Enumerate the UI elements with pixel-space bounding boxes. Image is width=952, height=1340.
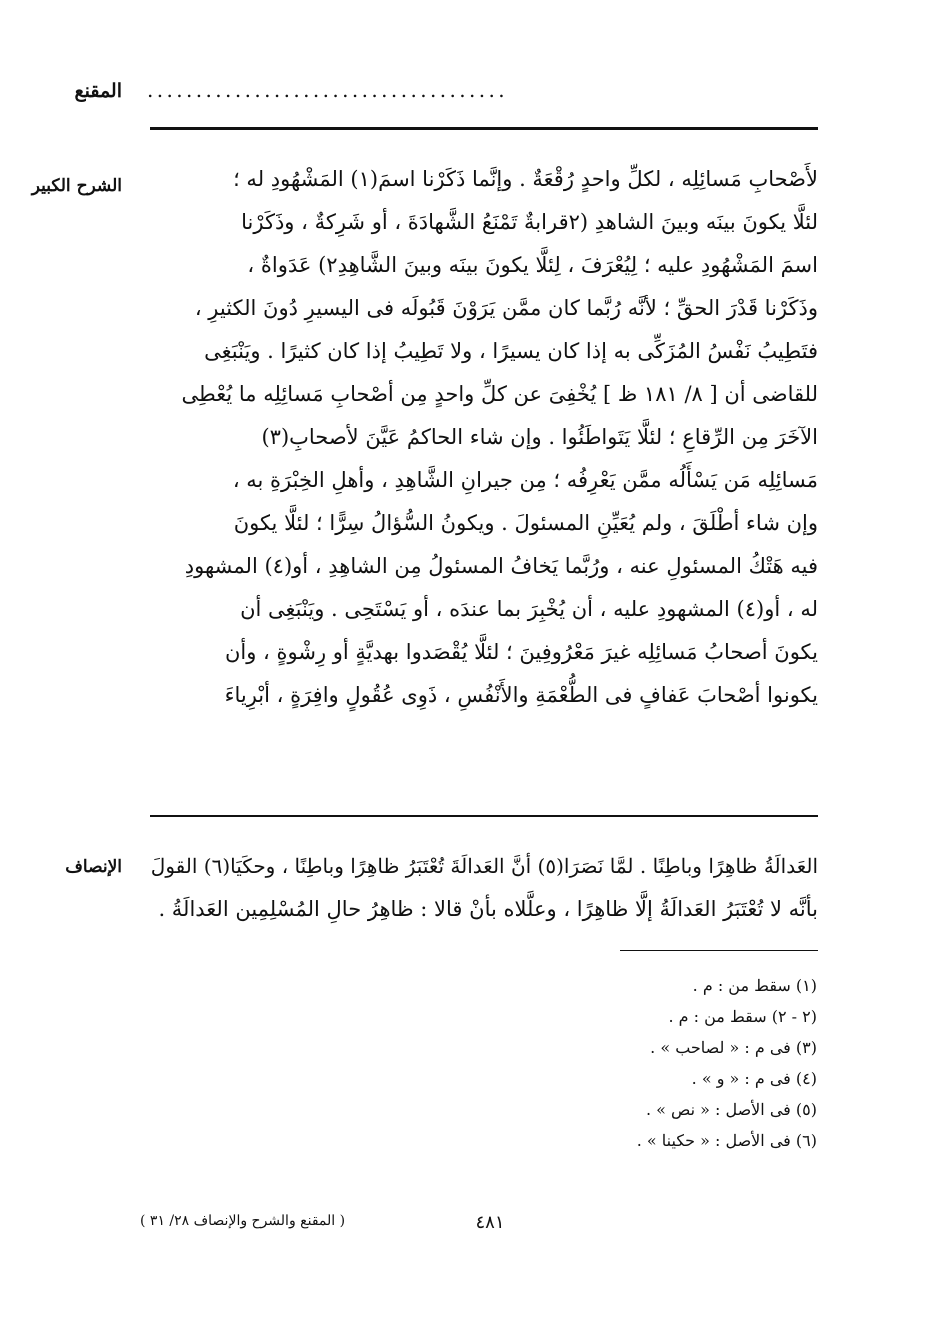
margin-label-insaf: الإنصاف [65,857,122,877]
footnote: (٢ - ٢) سقط من : م . [668,1007,817,1026]
text-line: وذَكَرْنا قَدْرَ الحقِّ ؛ لأنَّه رُبَّما كان ممَّن يَرَوْنَ قَبُولَه فى اليسيرِ دُونَ الكثيرِ ، [194,296,818,320]
text-line: العَدالَةُ ظاهِرًا وباطِنًا . لمَّا نَصَرَا(٥) أنَّ العَدالَةَ تُعْتَبَرُ ظاهِرًا وباطِنًا ، وحكَيَا(٦) القولَ [150,854,818,878]
header-dotted-leader: ..................................... [147,78,509,102]
text-line: الآخَرَ مِن الرِّقاعِ ؛ لئلَّا يَتَواطَئُوا . وإن شاء الحاكمُ عَيَّنَ لأصحابِ(٣) [261,425,818,449]
running-header-title: المقنع [74,80,122,102]
text-line: يكونَ أصحابُ مَسائِلِه غيرَ مَعْرُوفِينَ ؛ لئلَّا يُقْصَدوا بهديَّةٍ أو رِشْوةٍ ، وأن [224,640,818,664]
text-line: له ، أو(٤) المشهودِ عليه ، أن يُخْبِرَ بما عندَه ، أو يَسْتَحِى . ويَنْبَغِى أن [240,597,818,621]
book-reference: ( المقنع والشرح والإنصاف ٢٨/ ٣١ ) [140,1213,346,1229]
footnote: (٣) فى م : « لصاحب » . [650,1038,817,1057]
sharh-body [150,158,818,717]
footnote-rule [620,950,818,951]
text-line: للقاضى أن [ ٨/ ١٨١ ظ ] يُخْفِىَ عن كلِّ واحدٍ مِن أصْحابِ مَسائِلِه ما يُعْطِى [181,382,818,406]
text-line: فتَطِيبُ نَفْسُ المُزَكِّى به إذا كان يسيرًا ، ولا تَطِيبُ إذا كان كثيرًا . ويَنْبَغِى [204,339,818,363]
footnotes [517,970,817,1156]
footnote: (٥) فى الأصل : « نص » . [645,1100,817,1119]
text-line: لأَصْحابِ مَسائِلِه ، لكلِّ واحدٍ رُقْعَةٌ . وإنَّما ذَكَرْنا اسمَ(١) المَشْهُودِ له ؛ [233,167,818,191]
insaf-body [150,845,818,931]
footnote: (٦) فى الأصل : « حكينا » . [636,1131,817,1150]
section-divider [150,815,818,817]
text-line: فيه هَتْكُ المسئولِ عنه ، ورُبَّما يَخافُ المسئولُ مِن الشاهِدِ ، أو(٤) المشهودِ [184,554,818,578]
footnote: (١) سقط من : م . [692,976,817,995]
page-number: ٤٨١ [475,1212,505,1233]
text-line: وإن شاء أطْلَقَ ، ولم يُعَيِّنِ المسئولَ . ويكونُ السُّؤالُ سِرًّا ؛ لئلَّا يكونَ [233,511,818,535]
margin-label-sharh: الشرح الكبير [31,176,122,196]
header-rule [150,127,818,130]
footnote: (٤) فى م : « و » . [691,1069,817,1088]
text-line: اسمَ المَشْهُودِ عليه ؛ لِيُعْرَفَ ، لِئلَّا يكونَ بينَه وبينَ الشَّاهِدِ٢) عَدَواةٌ ، [247,253,818,277]
text-line: يكونوا أصْحابَ عَفافٍ فى الطُّعْمَةِ والأَنْفُسِ ، ذَوِى عُقُولٍ وافِرَةٍ ، أبْرِياءَ [224,683,818,707]
text-line: بأنَّه لا تُعْتَبَرُ العَدالَةُ إلَّا ظاهِرًا ، وعلَّلاه بأنْ قالا : ظاهِرُ حالِ المُسْلِمِين العَدالَةُ . [158,897,818,921]
text-line: لئلَّا يكونَ بينَه وبينَ الشاهدِ (٢قرابةٌ تَمْنَعُ الشَّهادَةَ ، أو شَرِكةٌ ، وذَكَرْنا [241,210,818,234]
text-line: مَسائِلِه مَن يَسْأَلُه ممَّن يَعْرِفُه ؛ مِن جيرانِ الشَّاهِدِ ، وأهلِ الخِبْرَةِ به ، [232,468,818,492]
